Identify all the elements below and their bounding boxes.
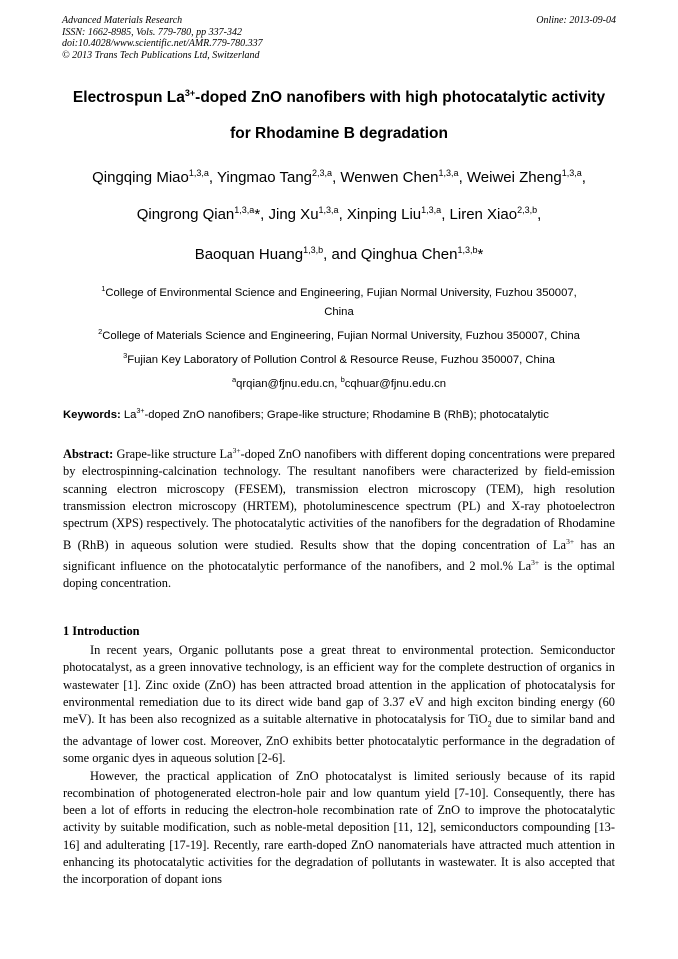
issn-line: ISSN: 1662-8985, Vols. 779-780, pp 337-342 bbox=[62, 26, 242, 38]
copyright-line: © 2013 Trans Tech Publications Ltd, Switzerland bbox=[62, 49, 260, 61]
email-a[interactable]: qrqian@fjnu.edu.cn, bbox=[236, 377, 341, 390]
abstract bbox=[63, 442, 615, 593]
paper-title-line-2: for Rhodamine B degradation bbox=[230, 125, 448, 142]
email-superscript: b bbox=[340, 375, 345, 384]
author-name: Qinghua Chen bbox=[360, 246, 458, 263]
title-part-1: Electrospun La bbox=[72, 89, 185, 107]
affiliation-number: 2 bbox=[98, 327, 103, 336]
affiliation-text: College of Environmental Science and Engineering, Fujian Normal University, Fuzhou 350007, bbox=[105, 286, 577, 299]
author-separator: , bbox=[458, 169, 467, 186]
author-name: Weiwei Zheng bbox=[466, 169, 562, 186]
author-line-1 bbox=[30, 168, 648, 186]
keywords-superscript: 3+ bbox=[136, 408, 145, 415]
author-name: Qingqing Miao bbox=[92, 169, 189, 186]
author-separator: *, bbox=[254, 206, 269, 223]
title-part-2: -doped ZnO nanofibers with high photocatalytic activity bbox=[195, 89, 606, 107]
introduction-body bbox=[63, 642, 615, 889]
journal-name: Advanced Materials Research bbox=[62, 15, 183, 26]
author-separator: , bbox=[537, 206, 542, 223]
author-affiliation: 1,3,a bbox=[318, 205, 339, 215]
author-name: Yingmao Tang bbox=[216, 169, 313, 186]
abstract-superscript: 3+ bbox=[232, 446, 241, 455]
author-affiliation: 2,3,b bbox=[517, 205, 538, 215]
affiliation-number: 1 bbox=[101, 284, 106, 293]
affiliation-text: Fujian Key Laboratory of Pollution Control & Resource Reuse, Fuzhou 350007, China bbox=[127, 353, 555, 366]
keywords bbox=[63, 408, 623, 421]
online-date: Online: 2013-09-04 bbox=[536, 15, 616, 26]
abstract-text: Grape-like structure La bbox=[113, 447, 233, 462]
section-heading-introduction: 1 Introduction bbox=[63, 624, 140, 638]
author-name: Liren Xiao bbox=[449, 206, 518, 223]
affiliation-number: 3 bbox=[123, 351, 128, 360]
paper-title bbox=[40, 88, 638, 107]
intro-paragraph-1 bbox=[63, 642, 615, 768]
author-affiliation: 1,3,a bbox=[561, 168, 582, 178]
author-line-2 bbox=[30, 205, 648, 223]
author-separator: , bbox=[581, 169, 586, 186]
paragraph-text: due to similar band and the advantage of lower cost. Moreover, ZnO exhibits better photocatalytic performance in the degradation of some organic dyes in aqueous solution [2-6]. bbox=[63, 712, 616, 766]
author-name: Qingrong Qian bbox=[136, 206, 235, 223]
author-affiliation: 2,3,a bbox=[312, 168, 333, 178]
affiliation-2 bbox=[50, 322, 628, 346]
keywords-text: -doped ZnO nanofibers; Grape-like structure; Rhodamine B (RhB); photocatalytic bbox=[144, 408, 549, 421]
abstract-text: -doped ZnO nanofibers with different doping concentrations were prepared by electrospinning-calcination technology. The resultant nanofibers were characterized by field-emission scanning electron microscopy (FESEM), transmission electron microscopy (TEM), high resolution transmission electron microscopy (HRTEM), photoluminescence spectrum (PL) and X-ray photoelectron spectrum (XPS) respectively. The photocatalytic activities of the nanofibers for the degradation of Rhodamine B (RhB) in aqueous solution were studied. Results show that the doping concentration of La bbox=[63, 447, 615, 552]
intro-paragraph-2: However, the practical application of ZnO photocatalyst is limited seriously because of its rapid recombination of photogenerated electron-hole pair and low quantum yield [7-10]. Consequently, there has been a lot of efforts in reducing the electron-hole recombination rate of ZnO to improve the photocatalytic activity by suitable modification, such as noble-metal deposition [11, 12], semiconductors compounding [13-16] and adulterating [17-19]. Recently, rare earth-doped ZnO nanomaterials have attracted much attention in enhancing its photocatalytic activities for the degradation of pollutants in wastewater. It is also accepted that the incorporation of dopant ions bbox=[63, 768, 615, 887]
abstract-text: has an significant influence on the photocatalytic performance of the nanofibers, and 2 mol.% La bbox=[63, 537, 615, 574]
author-separator: , bbox=[441, 206, 450, 223]
abstract-superscript: 3+ bbox=[531, 558, 540, 568]
title-superscript: 3+ bbox=[184, 88, 196, 98]
affiliation-1 bbox=[50, 279, 628, 322]
abstract-text: is the optimal doping concentration. bbox=[63, 559, 615, 591]
author-separator: , bbox=[338, 206, 347, 223]
author-affiliation: 1,3,a bbox=[188, 168, 209, 178]
author-affiliation: 1,3,b bbox=[457, 245, 478, 255]
author-separator: , bbox=[208, 169, 217, 186]
author-separator: * bbox=[477, 246, 484, 263]
author-line-3 bbox=[30, 245, 648, 263]
paragraph-subscript: 2 bbox=[487, 719, 492, 729]
abstract-superscript: 3+ bbox=[566, 536, 575, 546]
author-name: Wenwen Chen bbox=[340, 169, 439, 186]
affiliation-text: College of Materials Science and Engineering, Fujian Normal University, Fuzhou 350007, China bbox=[102, 329, 580, 342]
email-line bbox=[50, 370, 628, 394]
author-separator: , bbox=[332, 169, 341, 186]
journal-header bbox=[62, 15, 616, 61]
keywords-label: Keywords: bbox=[63, 408, 121, 421]
author-name: Jing Xu bbox=[268, 206, 319, 223]
doi-line[interactable]: doi:10.4028/www.scientific.net/AMR.779-780.337 bbox=[62, 38, 263, 49]
author-affiliation: 1,3,a bbox=[438, 168, 459, 178]
abstract-label: Abstract: bbox=[63, 447, 114, 462]
keywords-text: La bbox=[120, 408, 137, 421]
author-name: Baoquan Huang bbox=[194, 246, 304, 263]
affiliation-3 bbox=[50, 346, 628, 370]
author-affiliation: 1,3,a bbox=[421, 205, 442, 215]
email-superscript: a bbox=[231, 375, 237, 384]
paragraph-text: In recent years, Organic pollutants pose a great threat to environmental protection. Semiconductor photocatalyst, as a green innovative technology, is an efficient way for the complete destruction of organics in wastewater [1]. Zinc oxide (ZnO) has been attracted broad attention in the application of photocatalysis for environmental remediation due to its direct wide band gap of 3.37 eV and high exciton binding energy (60 meV). It has been also recognized as a suitable alternative in photocatalysis for TiO bbox=[63, 643, 615, 727]
author-affiliation: 1,3,b bbox=[303, 245, 324, 255]
affiliation-text: China bbox=[324, 305, 354, 318]
author-affiliation: 1,3,a bbox=[234, 205, 255, 215]
author-separator: , and bbox=[323, 246, 361, 263]
email-b[interactable]: cqhuar@fjnu.edu.cn bbox=[344, 377, 447, 390]
author-name: Xinping Liu bbox=[346, 206, 422, 223]
